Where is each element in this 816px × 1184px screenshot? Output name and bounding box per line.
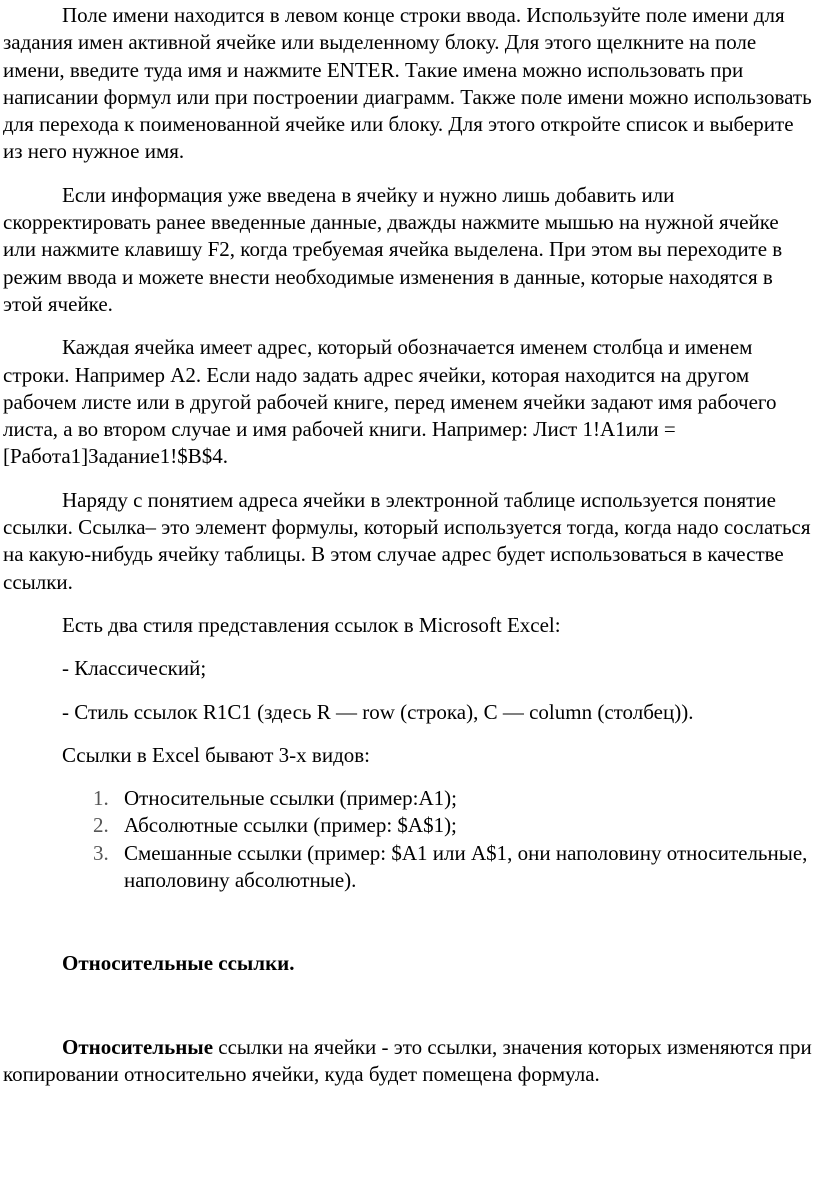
list-number: 2.	[93, 813, 109, 838]
list-item	[3, 785, 812, 812]
list-item-text: Относительные ссылки (пример:A1);	[124, 786, 457, 811]
list-number: 3.	[93, 840, 109, 865]
paragraph-name-box: Поле имени находится в левом конце строки ввода. Используйте поле имени для задания имен активной ячейке или выделенному блоку. Для этого щелкните на поле имени, введите туда имя и нажмите ENTER. Такие имена можно использовать при написании формул или при построении диаграмм. Также поле имени можно использовать для перехода к поименованной ячейке или блоку. Для этого откройте список и выберите из него нужное имя.	[3, 3, 812, 164]
list-item	[3, 812, 812, 839]
paragraph-reference-concept: Наряду с понятием адреса ячейки в электронной таблице используется понятие ссылки. Ссылка– это элемент формулы, который используется тогда, когда надо сослаться на какую-нибудь ячейку таблицы. В этом случае адрес будет использоваться в качестве ссылки.	[3, 487, 811, 594]
reference-types-list	[3, 785, 812, 894]
list-item-text: Смешанные ссылки (пример: $A1 или A$1, они наполовину относительные, наполовину абсолютные).	[124, 840, 808, 893]
lead-term: Относительные	[62, 1034, 214, 1059]
list-number: 1.	[93, 786, 109, 811]
paragraph-relative-references	[3, 1034, 812, 1089]
paragraph-cell-address: Каждая ячейка имеет адрес, который обозначается именем столбца и именем строки. Например А2. Если надо задать адрес ячейки, которая находится на другом рабочем листе или в другой рабочей книге, перед именем ячейки задают имя рабочего листа, а во втором случае и имя рабочей книги. Например: Лист 1!А1или =[Работа1]Задание1!$B$4.	[3, 335, 777, 469]
paragraph-editing-cell: Если информация уже введена в ячейку и нужно лишь добавить или скорректировать ранее введенные данные, дважды нажмите мышью на нужной ячейке или нажмите клавишу F2, когда требуемая ячейка выделена. При этом вы переходите в режим ввода и можете внести необходимые изменения в данные, которые находятся в этой ячейке.	[3, 182, 783, 316]
list-item	[3, 840, 812, 895]
section-heading: Относительные ссылки.	[62, 951, 295, 976]
list-line-classic: - Классический;	[62, 656, 207, 681]
lead-definition: ссылки на ячейки - это ссылки, значения которых изменяются при копировании относительно ячейки, куда будет помещена формула.	[3, 1034, 812, 1086]
list-item-text: Абсолютные ссылки (пример: $A$1);	[124, 813, 457, 838]
paragraph-reference-kinds: Ссылки в Excel бывают 3-х видов:	[62, 742, 371, 767]
list-line-r1c1: - Стиль ссылок R1C1 (здесь R — row (строка), C — column (столбец)).	[62, 699, 694, 724]
paragraph-reference-styles: Есть два стиля представления ссылок в Microsoft Excel:	[62, 612, 561, 637]
